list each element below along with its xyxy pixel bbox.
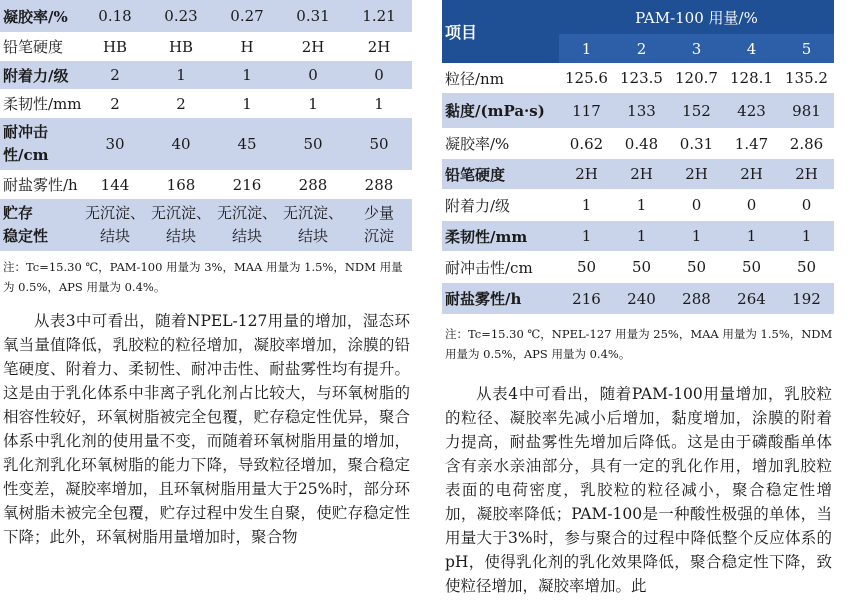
table-cell: 1 xyxy=(214,61,280,89)
table-row xyxy=(442,159,834,189)
column-header: 2 xyxy=(614,34,669,63)
body-paragraph-left: 从表3中可看出，随着NPEL-127用量的增加，湿态环氧当量值降低，乳胶粒的粒径增加，凝胶率增加，涂膜的铅笔硬度、附着力、柔韧性、耐冲击性、耐盐雾性均有提升。这是由于乳化体系中非离子乳化剂占比较大，与环氧树脂的相容性较好，环氧树脂被完全包覆，贮存稳定性优异，聚合体系中乳化剂的使用量不变，而随着环氧树脂用量的增加，乳化剂乳化环氧树脂的能力下降，导致粒径增加，聚合稳定性变差，凝胶率增加，且环氧树脂用量大于25%时，部分环氧树脂未被完全包覆，贮存过程中发生自聚，使贮存稳定性下降；此外，环氧树脂用量增加时，聚合物 xyxy=(3,312,410,546)
column-header: 1 xyxy=(559,34,614,63)
table-cell: 1 xyxy=(614,189,669,221)
table-cell: 0.27 xyxy=(214,0,280,32)
table-cell: 50 xyxy=(559,251,614,283)
table-cell: 168 xyxy=(148,170,214,199)
table-cell: 0.23 xyxy=(148,0,214,32)
table-row xyxy=(0,61,412,89)
table-cell: 2H xyxy=(559,159,614,189)
table-cell: 423 xyxy=(724,93,779,128)
table-cell: 0.48 xyxy=(614,128,669,159)
table-cell xyxy=(82,199,148,251)
column-header: 5 xyxy=(779,34,834,63)
table-cell: 1 xyxy=(214,89,280,118)
table-cell: 123.5 xyxy=(614,63,669,93)
cell-line: 结块 xyxy=(297,227,328,245)
table-cell: 2 xyxy=(148,89,214,118)
table-cell: 288 xyxy=(669,283,724,314)
table-cell: 0.18 xyxy=(82,0,148,32)
cell-line: 无沉淀、 xyxy=(150,204,211,222)
table-cell: 40 xyxy=(148,118,214,170)
table-cell: 50 xyxy=(779,251,834,283)
table-row xyxy=(0,89,412,118)
table-cell: 1 xyxy=(779,221,834,251)
table-cell: 50 xyxy=(346,118,412,170)
table-cell: 1 xyxy=(559,221,614,251)
table-row xyxy=(0,199,412,251)
table-row xyxy=(0,32,412,61)
table-cell: 133 xyxy=(614,93,669,128)
left-column xyxy=(0,0,412,549)
table-row xyxy=(442,221,834,251)
table-cell: 2 xyxy=(82,61,148,89)
table-cell: 0.31 xyxy=(669,128,724,159)
table-3 xyxy=(0,0,412,251)
table-cell: 240 xyxy=(614,283,669,314)
table-cell: 120.7 xyxy=(669,63,724,93)
table-row xyxy=(442,283,834,314)
row-label: 凝胶率/% xyxy=(0,0,82,32)
table-cell: 144 xyxy=(82,170,148,199)
table-4 xyxy=(442,0,834,314)
table-cell: 192 xyxy=(779,283,834,314)
table-cell: 1 xyxy=(559,189,614,221)
table-row xyxy=(442,128,834,159)
table-cell: 2H xyxy=(280,32,346,61)
table-cell: 30 xyxy=(82,118,148,170)
table-row xyxy=(442,189,834,221)
table-cell xyxy=(214,199,280,251)
table-cell: HB xyxy=(148,32,214,61)
table-cell: 50 xyxy=(724,251,779,283)
table-cell: 1 xyxy=(148,61,214,89)
table-cell: 135.2 xyxy=(779,63,834,93)
table-cell: 1 xyxy=(280,89,346,118)
table-row xyxy=(0,0,412,32)
table-cell: 264 xyxy=(724,283,779,314)
cell-line: 少量 xyxy=(363,204,394,222)
row-label: 粒径/nm xyxy=(442,63,559,93)
table-cell xyxy=(148,199,214,251)
table-cell: 0.31 xyxy=(280,0,346,32)
table-cell: 216 xyxy=(214,170,280,199)
table-cell xyxy=(280,199,346,251)
row-label: 耐冲击性/cm xyxy=(442,251,559,283)
row-label: 铅笔硬度 xyxy=(0,32,82,61)
table-cell: 216 xyxy=(559,283,614,314)
table-cell: 2H xyxy=(614,159,669,189)
table-cell: 0 xyxy=(779,189,834,221)
table-cell: 1.47 xyxy=(724,128,779,159)
table-cell: 2H xyxy=(346,32,412,61)
cell-line: 无沉淀、 xyxy=(84,204,145,222)
table-cell: 128.1 xyxy=(724,63,779,93)
row-label-line: 稳定性 xyxy=(3,227,49,245)
table-cell xyxy=(346,199,412,251)
cell-line: 无沉淀、 xyxy=(216,204,277,222)
table-cell: 2.86 xyxy=(779,128,834,159)
cell-line: 结块 xyxy=(231,227,262,245)
table-3-note: 注：Tc=15.30 ℃，PAM-100 用量为 3%，MAA 用量为 1.5%，NDM 用量为 0.5%，APS 用量为 0.4%。 xyxy=(3,260,403,294)
table-cell: 1 xyxy=(669,221,724,251)
table-cell: 2H xyxy=(724,159,779,189)
table-row xyxy=(0,170,412,199)
table-cell: 1 xyxy=(614,221,669,251)
column-header: 4 xyxy=(724,34,779,63)
row-label: 附着力/级 xyxy=(442,189,559,221)
table-row xyxy=(0,118,412,170)
header-item-label: 项目 xyxy=(442,0,559,63)
table-row xyxy=(442,63,834,93)
table-cell: H xyxy=(214,32,280,61)
row-label-line: 贮存 xyxy=(3,204,34,222)
row-label xyxy=(0,199,82,251)
cell-line: 结块 xyxy=(165,227,196,245)
table-cell: 1 xyxy=(346,89,412,118)
body-paragraph-right: 从表4中可看出，随着PAM-100用量增加，乳胶粒的粒径、凝胶率先减小后增加，黏度增加，涂膜的附着力提高，耐盐雾性先增加后降低。这是由于磷酸酯单体含有亲水亲油部分，具有一定的乳化作用，增加乳胶粒表面的电荷密度，乳胶粒的粒径减小，聚合稳定性增加，凝胶率降低；PAM-100是一种酸性极强的单体，当用量大于3%时，参与聚合的过程中降低整个反应体系的pH，使得乳化剂的乳化效果降低，聚合稳定性下降，致使粒径增加，凝胶率增加。此 xyxy=(445,385,832,595)
table-cell: 50 xyxy=(669,251,724,283)
table-cell: 50 xyxy=(280,118,346,170)
row-label xyxy=(0,118,82,170)
right-column xyxy=(442,0,834,598)
table-cell: 0 xyxy=(346,61,412,89)
row-label: 铅笔硬度 xyxy=(442,159,559,189)
cell-line: 结块 xyxy=(99,227,130,245)
table-cell: 0.62 xyxy=(559,128,614,159)
table-cell: 1 xyxy=(724,221,779,251)
table-cell: 125.6 xyxy=(559,63,614,93)
row-label: 耐盐雾性/h xyxy=(442,283,559,314)
row-label: 柔韧性/mm xyxy=(442,221,559,251)
row-label-line: 耐冲击 xyxy=(3,123,49,141)
table-cell: 981 xyxy=(779,93,834,128)
table-cell: 117 xyxy=(559,93,614,128)
table-cell: 2H xyxy=(779,159,834,189)
cell-line: 无沉淀、 xyxy=(282,204,343,222)
table-cell: 0 xyxy=(669,189,724,221)
table-cell: 2H xyxy=(669,159,724,189)
table-cell: 0 xyxy=(724,189,779,221)
row-label: 黏度/(mPa·s) xyxy=(442,93,559,128)
table-cell: 2 xyxy=(82,89,148,118)
row-label: 耐盐雾性/h xyxy=(0,170,82,199)
table-cell: 288 xyxy=(346,170,412,199)
table-row xyxy=(442,93,834,128)
row-label: 附着力/级 xyxy=(0,61,82,89)
table-cell: HB xyxy=(82,32,148,61)
table-cell: 0 xyxy=(280,61,346,89)
header-group-label: PAM-100 用量/% xyxy=(559,0,834,34)
table-row xyxy=(442,251,834,283)
cell-line: 沉淀 xyxy=(363,227,394,245)
table-header-row xyxy=(442,0,834,34)
table-cell: 45 xyxy=(214,118,280,170)
table-cell: 288 xyxy=(280,170,346,199)
table-cell: 1.21 xyxy=(346,0,412,32)
row-label: 柔韧性/mm xyxy=(0,89,82,118)
column-header: 3 xyxy=(669,34,724,63)
table-cell: 152 xyxy=(669,93,724,128)
table-cell: 50 xyxy=(614,251,669,283)
row-label-line: 性/cm xyxy=(3,146,49,164)
table-4-note: 注：Tc=15.30 ℃，NPEL-127 用量为 25%，MAA 用量为 1.5%，NDM 用量为 0.5%，APS 用量为 0.4%。 xyxy=(445,327,833,361)
row-label: 凝胶率/% xyxy=(442,128,559,159)
